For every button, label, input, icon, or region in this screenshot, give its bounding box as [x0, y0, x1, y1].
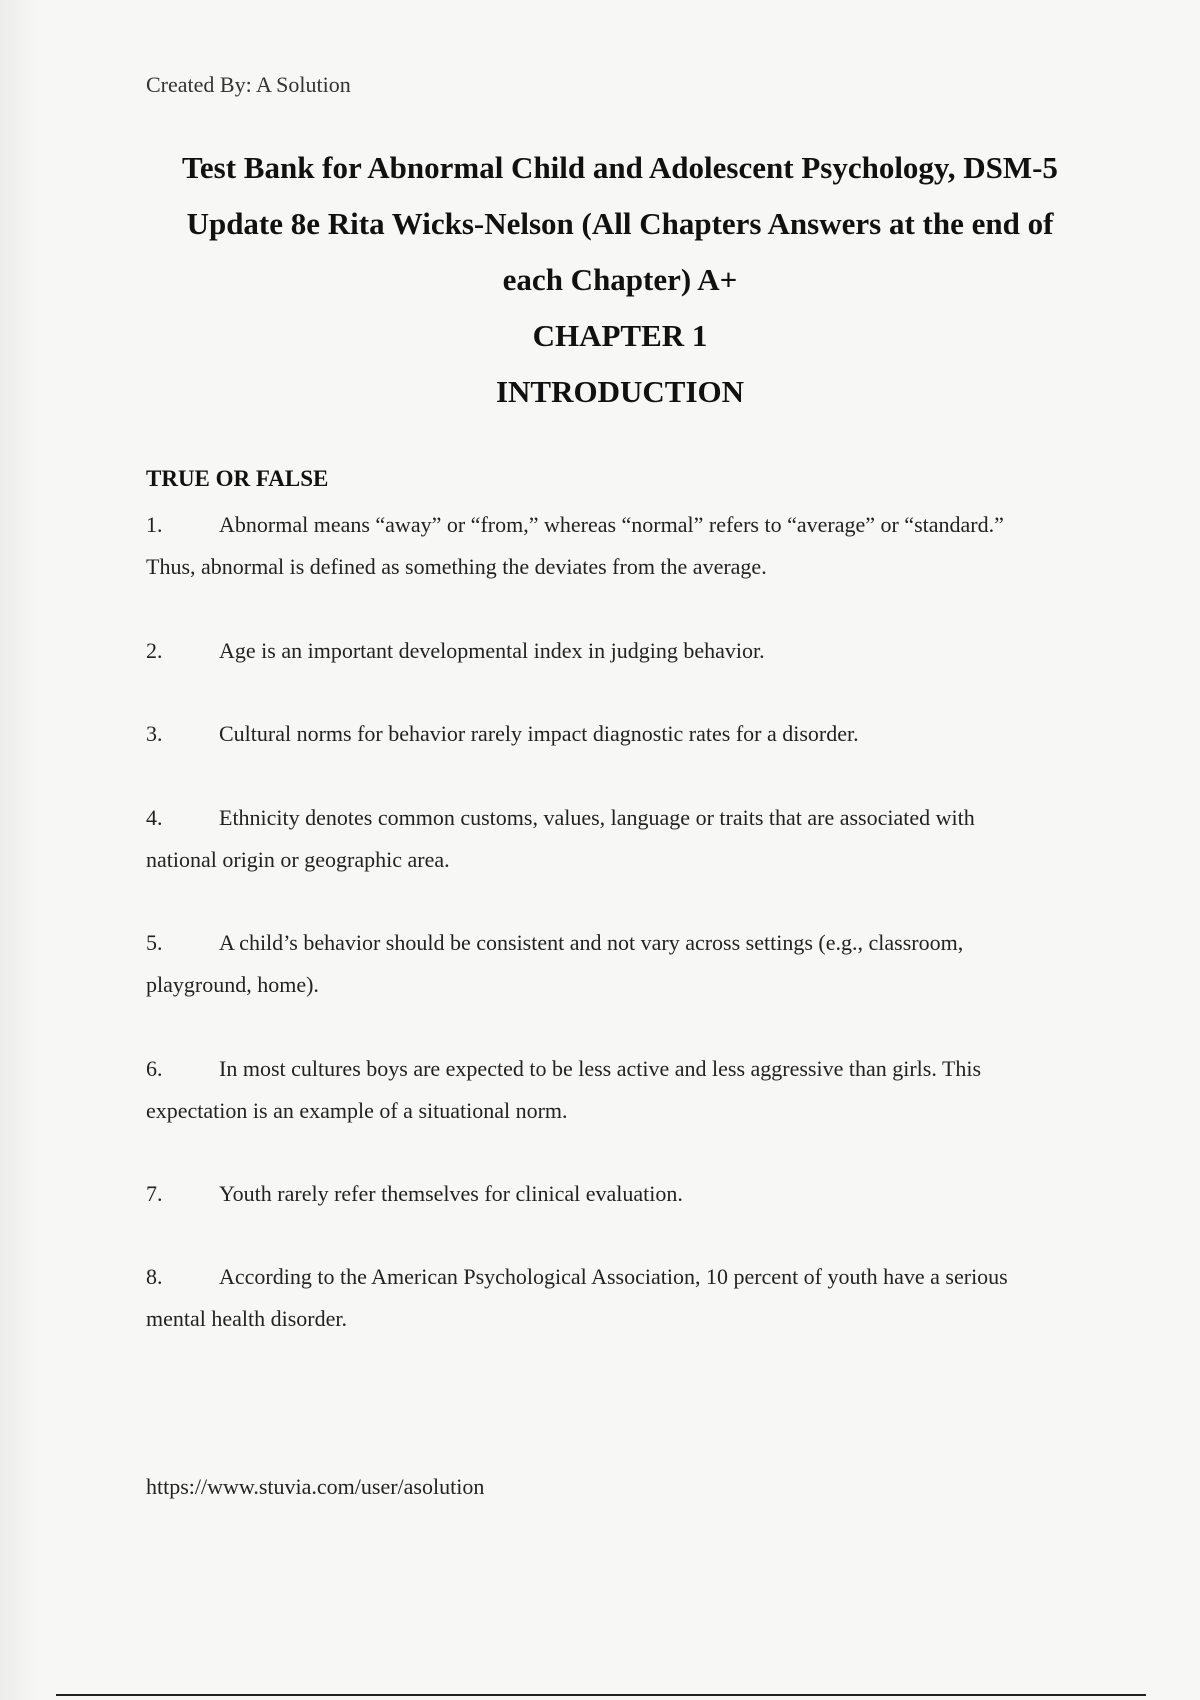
section-heading-true-or-false: TRUE OR FALSE [146, 466, 329, 491]
question-number: 2. [146, 638, 163, 663]
question-text: Youth rarely refer themselves for clinical evaluation. [219, 1181, 683, 1206]
question-number: 4. [146, 805, 163, 830]
question-number: 7. [146, 1181, 163, 1206]
question-text-continued: national origin or geographic area. [146, 847, 450, 872]
footer-url: https://www.stuvia.com/user/asolution [146, 1474, 485, 1499]
question-number: 6. [146, 1056, 163, 1081]
question-text-continued: playground, home). [146, 972, 319, 997]
question-item [146, 922, 1096, 1006]
page-edge-shade [0, 0, 40, 1700]
question-item [146, 1173, 1096, 1215]
question-text: Cultural norms for behavior rarely impact diagnostic rates for a disorder. [219, 721, 859, 746]
question-text-continued: Thus, abnormal is defined as something the deviates from the average. [146, 554, 767, 579]
chapter-title: INTRODUCTION [495, 374, 745, 409]
question-text-continued: mental health disorder. [146, 1306, 347, 1331]
bottom-divider [56, 1694, 1146, 1696]
question-item [146, 713, 1096, 755]
question-text: According to the American Psychological Association, 10 percent of youth have a serious [219, 1264, 1008, 1289]
question-item [146, 504, 1096, 588]
question-item [146, 1048, 1096, 1132]
created-by-note: Created By: A Solution [146, 72, 351, 97]
title-line: Update 8e Rita Wicks-Nelson (All Chapters Answers at the end of [186, 206, 1054, 241]
question-item [146, 1256, 1096, 1340]
question-number: 3. [146, 721, 163, 746]
document-title [130, 140, 1110, 420]
title-line: each Chapter) A+ [502, 262, 738, 297]
question-text: Age is an important developmental index in judging behavior. [219, 638, 765, 663]
question-text: A child’s behavior should be consistent and not vary across settings (e.g., classroom, [219, 930, 964, 955]
question-text: Ethnicity denotes common customs, values, language or traits that are associated with [219, 805, 975, 830]
chapter-number: CHAPTER 1 [532, 318, 708, 353]
question-item [146, 797, 1096, 881]
question-text: In most cultures boys are expected to be less active and less aggressive than girls. This [219, 1056, 982, 1081]
question-number: 8. [146, 1264, 163, 1289]
question-text: Abnormal means “away” or “from,” whereas “normal” refers to “average” or “standard.” [219, 512, 1004, 537]
question-number: 5. [146, 930, 163, 955]
question-text-continued: expectation is an example of a situational norm. [146, 1098, 568, 1123]
question-number: 1. [146, 512, 163, 537]
title-line: Test Bank for Abnormal Child and Adolescent Psychology, DSM-5 [182, 150, 1058, 185]
question-item [146, 630, 1096, 672]
